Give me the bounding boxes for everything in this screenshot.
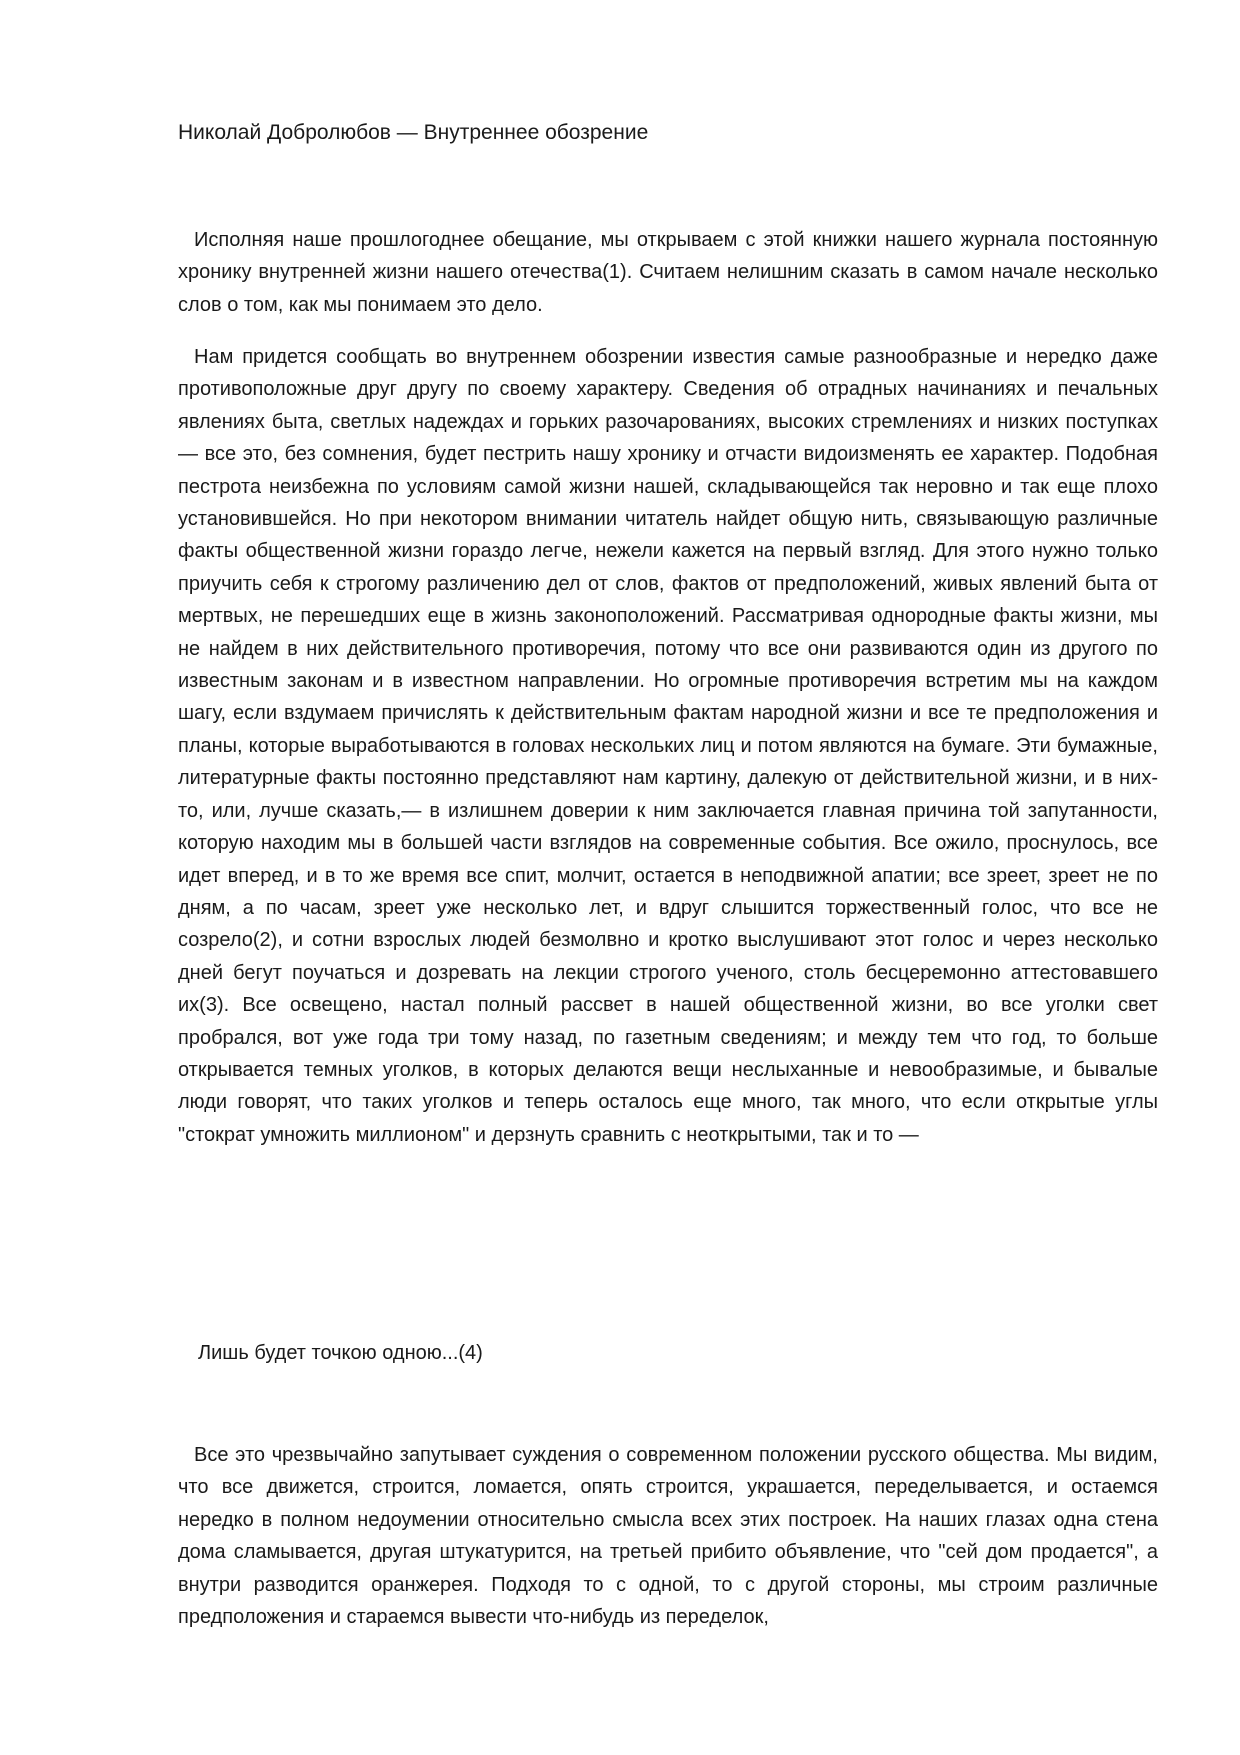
paragraph-continuation: Все это чрезвычайно запутывает суждения о современном положении русского общества. Мы видим, что все движется, строится, ломается, опять строится, украшается, переделывается, и остаемся нередко в полном недоумении относительно смысла всех этих построек. На наших глазах одна стена дома сламывается, другая штукатурится, на третьей прибито объявление, что "сей дом продается", а внутри разводится оранжерея. Подходя то с одной, то с другой стороны, мы строим различные предположения и стараемся вывести что-нибудь из переделок,: [178, 1444, 1158, 1629]
paragraph-intro: Исполняя наше прошлогоднее обещание, мы открываем с этой книжки нашего журнала постоянную хронику внутренней жизни нашего отечества(1). Считаем нелишним сказать в самом начале несколько слов о том, как мы понимаем это дело.: [178, 229, 1158, 316]
document-title: Николай Добролюбов — Внутреннее обозрение: [178, 121, 649, 144]
verse-quote: Лишь будет точкою одною...(4): [198, 1342, 483, 1364]
paragraph-main: Нам придется сообщать во внутреннем обозрении известия самые разнообразные и нередко даже противоположные друг другу по своему характеру. Сведения об отрадных начинаниях и печальных явлениях быта, светлых надеждах и горьких разочарованиях, высоких стремлениях и низких поступках — все это, без сомнения, будет пестрить нашу хронику и отчасти видоизменять ее характер. Подобная пестрота неизбежна по условиям самой жизни нашей, складывающейся так неровно и так еще плохо установившейся. Но при некотором внимании читатель найдет общую нить, связывающую различные факты общественной жизни гораздо легче, нежели кажется на первый взгляд. Для этого нужно только приучить себя к строгому различению дел от слов, фактов от предположений, живых явлений быта от мертвых, не перешедших еще в жизнь законоположений. Рассматривая однородные факты жизни, мы не найдем в них действительного противоречия, потому что все они развиваются один из другого по известным законам и в известном направлении. Но огромные противоречия встретим мы на каждом шагу, если вздумаем причислять к действительным фактам народной жизни и все те предположения и планы, которые выработываются в головах нескольких лиц и потом являются на бумаге. Эти бумажные, литературные факты постоянно представляют нам картину, далекую от действительной жизни, и в них-то, или, лучше сказать,— в излишнем доверии к ним заключается главная причина той запутанности, которую находим мы в большей части взглядов на современные события. Все ожило, проснулось, все идет вперед, и в то же время все спит, молчит, остается в неподвижной апатии; все зреет, зреет не по дням, а по часам, зреет уже несколько лет, и вдруг слышится торжественный голос, что все не созрело(2), и сотни взрослых людей безмолвно и кротко выслушивают этот голос и через несколько дней бегут поучаться и дозревать на лекции строгого ученого, столь бесцеремонно аттестовавшего их(3). Все освещено, настал полный рассвет в нашей общественной жизни, во все уголки свет пробрался, вот уже года три тому назад, по газетным сведениям; и между тем что год, то больше открывается темных уголков, в которых делаются вещи неслыханные и невообразимые, и бывалые люди говорят, что таких уголков и теперь осталось еще много, так много, что если открытые углы "стократ умножить миллионом" и дерзнуть сравнить с неоткрытыми, так и то —: [178, 346, 1158, 1146]
